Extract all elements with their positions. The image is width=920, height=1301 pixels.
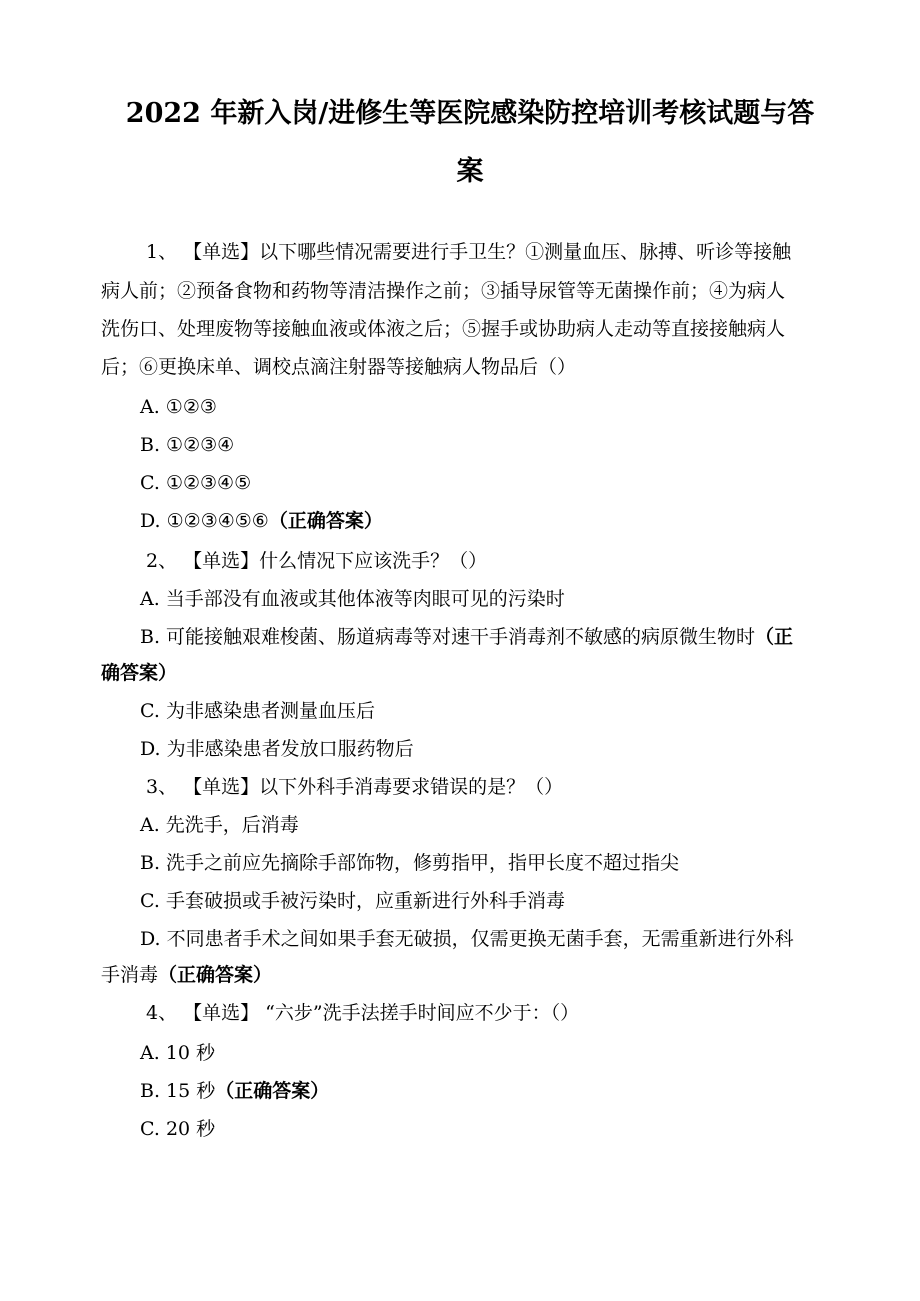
question-3-option-d-continuation: [101, 962, 272, 988]
question-2-option-b-text: B. 可能接触艰难梭菌、肠道病毒等对速干手消毒剂不敏感的病原微生物时: [140, 626, 756, 648]
question-1-stem-line-4: 后；⑥更换床单、调校点滴注射器等接触病人物品后（）: [101, 356, 577, 378]
question-1-option-d-text: D. ①②③④⑤⑥: [140, 510, 269, 532]
question-1-option-b: B. ①②③④: [140, 434, 235, 456]
correct-answer-marker-part-1: （正: [755, 626, 794, 648]
question-1-option-c: C. ①②③④⑤: [140, 472, 252, 494]
question-4-option-c: C. 20 秒: [140, 1118, 216, 1140]
question-3-option-a: A. 先洗手，后消毒: [140, 814, 299, 836]
question-2-stem: 2、 【单选】什么情况下应该洗手？（）: [146, 550, 488, 572]
question-1-option-d: [140, 508, 383, 534]
correct-answer-marker: （正确答案）: [268, 510, 383, 532]
question-3-option-c: C. 手套破损或手被污染时，应重新进行外科手消毒: [140, 890, 565, 912]
question-4-stem: 4、 【单选】 “六步”洗手法搓手时间应不少于：（）: [146, 1002, 580, 1024]
document-title-line-2: 案: [456, 156, 484, 187]
question-4-option-a: A. 10 秒: [140, 1042, 216, 1064]
question-2-option-a: A. 当手部没有血液或其他体液等肉眼可见的污染时: [140, 588, 565, 610]
question-4-option-b: [140, 1078, 329, 1104]
question-4-option-b-text: B. 15 秒: [140, 1080, 216, 1102]
question-3-stem: 3、 【单选】以下外科手消毒要求错误的是？（）: [146, 776, 564, 798]
correct-answer-marker: （正确答案）: [158, 964, 273, 986]
question-3-option-b: B. 洗手之前应先摘除手部饰物，修剪指甲，指甲长度不超过指尖: [140, 852, 680, 874]
correct-answer-marker: （正确答案）: [215, 1080, 330, 1102]
question-3-option-d-continuation-text: 手消毒: [101, 964, 159, 986]
question-3-option-d: D. 不同患者手术之间如果手套无破损，仅需更换无菌手套，无需重新进行外科: [140, 928, 794, 950]
document-title-line-1: 2022 年新入岗/进修生等医院感染防控培训考核试题与答: [125, 98, 815, 129]
correct-answer-marker-part-2: 确答案）: [101, 662, 178, 684]
question-1-stem-line-2: 病人前；②预备食物和药物等清洁操作之前；③插导尿管等无菌操作前；④为病人: [101, 280, 786, 302]
question-2-option-b: [140, 624, 793, 650]
question-2-option-d: D. 为非感染患者发放口服药物后: [140, 738, 414, 760]
question-1-stem-line-1: 1、 【单选】以下哪些情况需要进行手卫生？①测量血压、脉搏、听诊等接触: [146, 241, 792, 263]
question-1-option-a: A. ①②③: [140, 396, 217, 418]
question-1-stem-line-3: 洗伤口、处理废物等接触血液或体液之后；⑤握手或协助病人走动等直接接触病人: [101, 318, 786, 340]
question-2-option-c: C. 为非感染患者测量血压后: [140, 700, 375, 722]
